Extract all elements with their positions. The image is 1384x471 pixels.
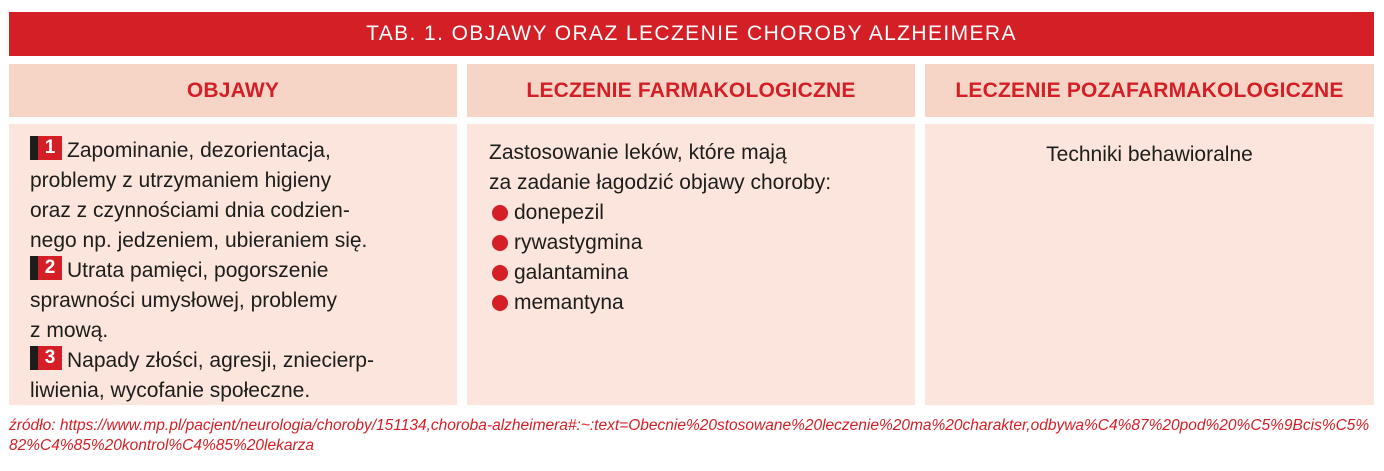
- header-pharmacological: LECZENIE FARMAKOLOGICZNE: [467, 64, 915, 117]
- drug-list-item: [489, 198, 915, 228]
- symptom-text: liwienia, wycofanie społeczne.: [30, 379, 311, 402]
- bullet-dot-icon: [492, 205, 508, 221]
- drug-list-item: [489, 228, 915, 258]
- drug-name: galantamina: [514, 261, 629, 284]
- number-badge: 3: [30, 346, 62, 370]
- symptom-text: nego np. jedzeniem, ubieraniem się.: [30, 229, 368, 252]
- drug-name: donepezil: [514, 201, 604, 224]
- bullet-dot-icon: [492, 295, 508, 311]
- bullet-dot-icon: [492, 265, 508, 281]
- header-symptoms: OBJAWY: [9, 64, 457, 117]
- symptom-text: oraz z czynnościami dnia codzien-: [30, 199, 350, 222]
- symptom-text: z mową.: [30, 319, 109, 342]
- symptom-text: problemy z utrzymaniem higieny: [30, 169, 332, 192]
- symptoms-cell: [9, 124, 457, 405]
- drug-name: rywastygmina: [514, 231, 643, 254]
- drug-list-item: [489, 288, 915, 318]
- drug-list-item: [489, 258, 915, 288]
- table-header-row: [9, 64, 1374, 117]
- table-body-row: [9, 124, 1374, 405]
- non-pharma-text: Techniki behawioralne: [1046, 143, 1253, 166]
- source-note: źródło: https://www.mp.pl/pacjent/neurologia/choroby/151134,choroba-alzheimera#:~:text=Obecnie%20stosowane%20leczenie%20ma%20charakter,odbywa%C4%87%20pod%20%C5%9Bcis%C5%82%C4%85%20kontrol%C4%85%20lekarza: [9, 417, 1370, 454]
- number-badge: 1: [30, 136, 62, 160]
- pharma-intro: za zadanie łagodzić objawy choroby:: [489, 171, 832, 194]
- bullet-dot-icon: [492, 235, 508, 251]
- symptom-item: [30, 136, 457, 256]
- non-pharmacological-cell: [925, 124, 1374, 405]
- symptom-text: sprawności umysłowej, problemy: [30, 289, 337, 312]
- symptom-text: Napady złości, agresji, zniecierp-: [67, 349, 374, 372]
- pharma-intro: Zastosowanie leków, które mają: [489, 141, 787, 164]
- table-title: TAB. 1. OBJAWY ORAZ LECZENIE CHOROBY ALZHEIMERA: [9, 12, 1374, 56]
- symptom-item: [30, 256, 457, 346]
- number-badge: 2: [30, 256, 62, 280]
- symptom-text: Utrata pamięci, pogorszenie: [67, 259, 329, 282]
- symptom-item: [30, 346, 457, 406]
- header-non-pharmacological: LECZENIE POZAFARMAKOLOGICZNE: [925, 64, 1374, 117]
- symptom-text: Zapominanie, dezorientacja,: [67, 139, 331, 162]
- drug-name: memantyna: [514, 291, 624, 314]
- pharmacological-cell: [467, 124, 915, 405]
